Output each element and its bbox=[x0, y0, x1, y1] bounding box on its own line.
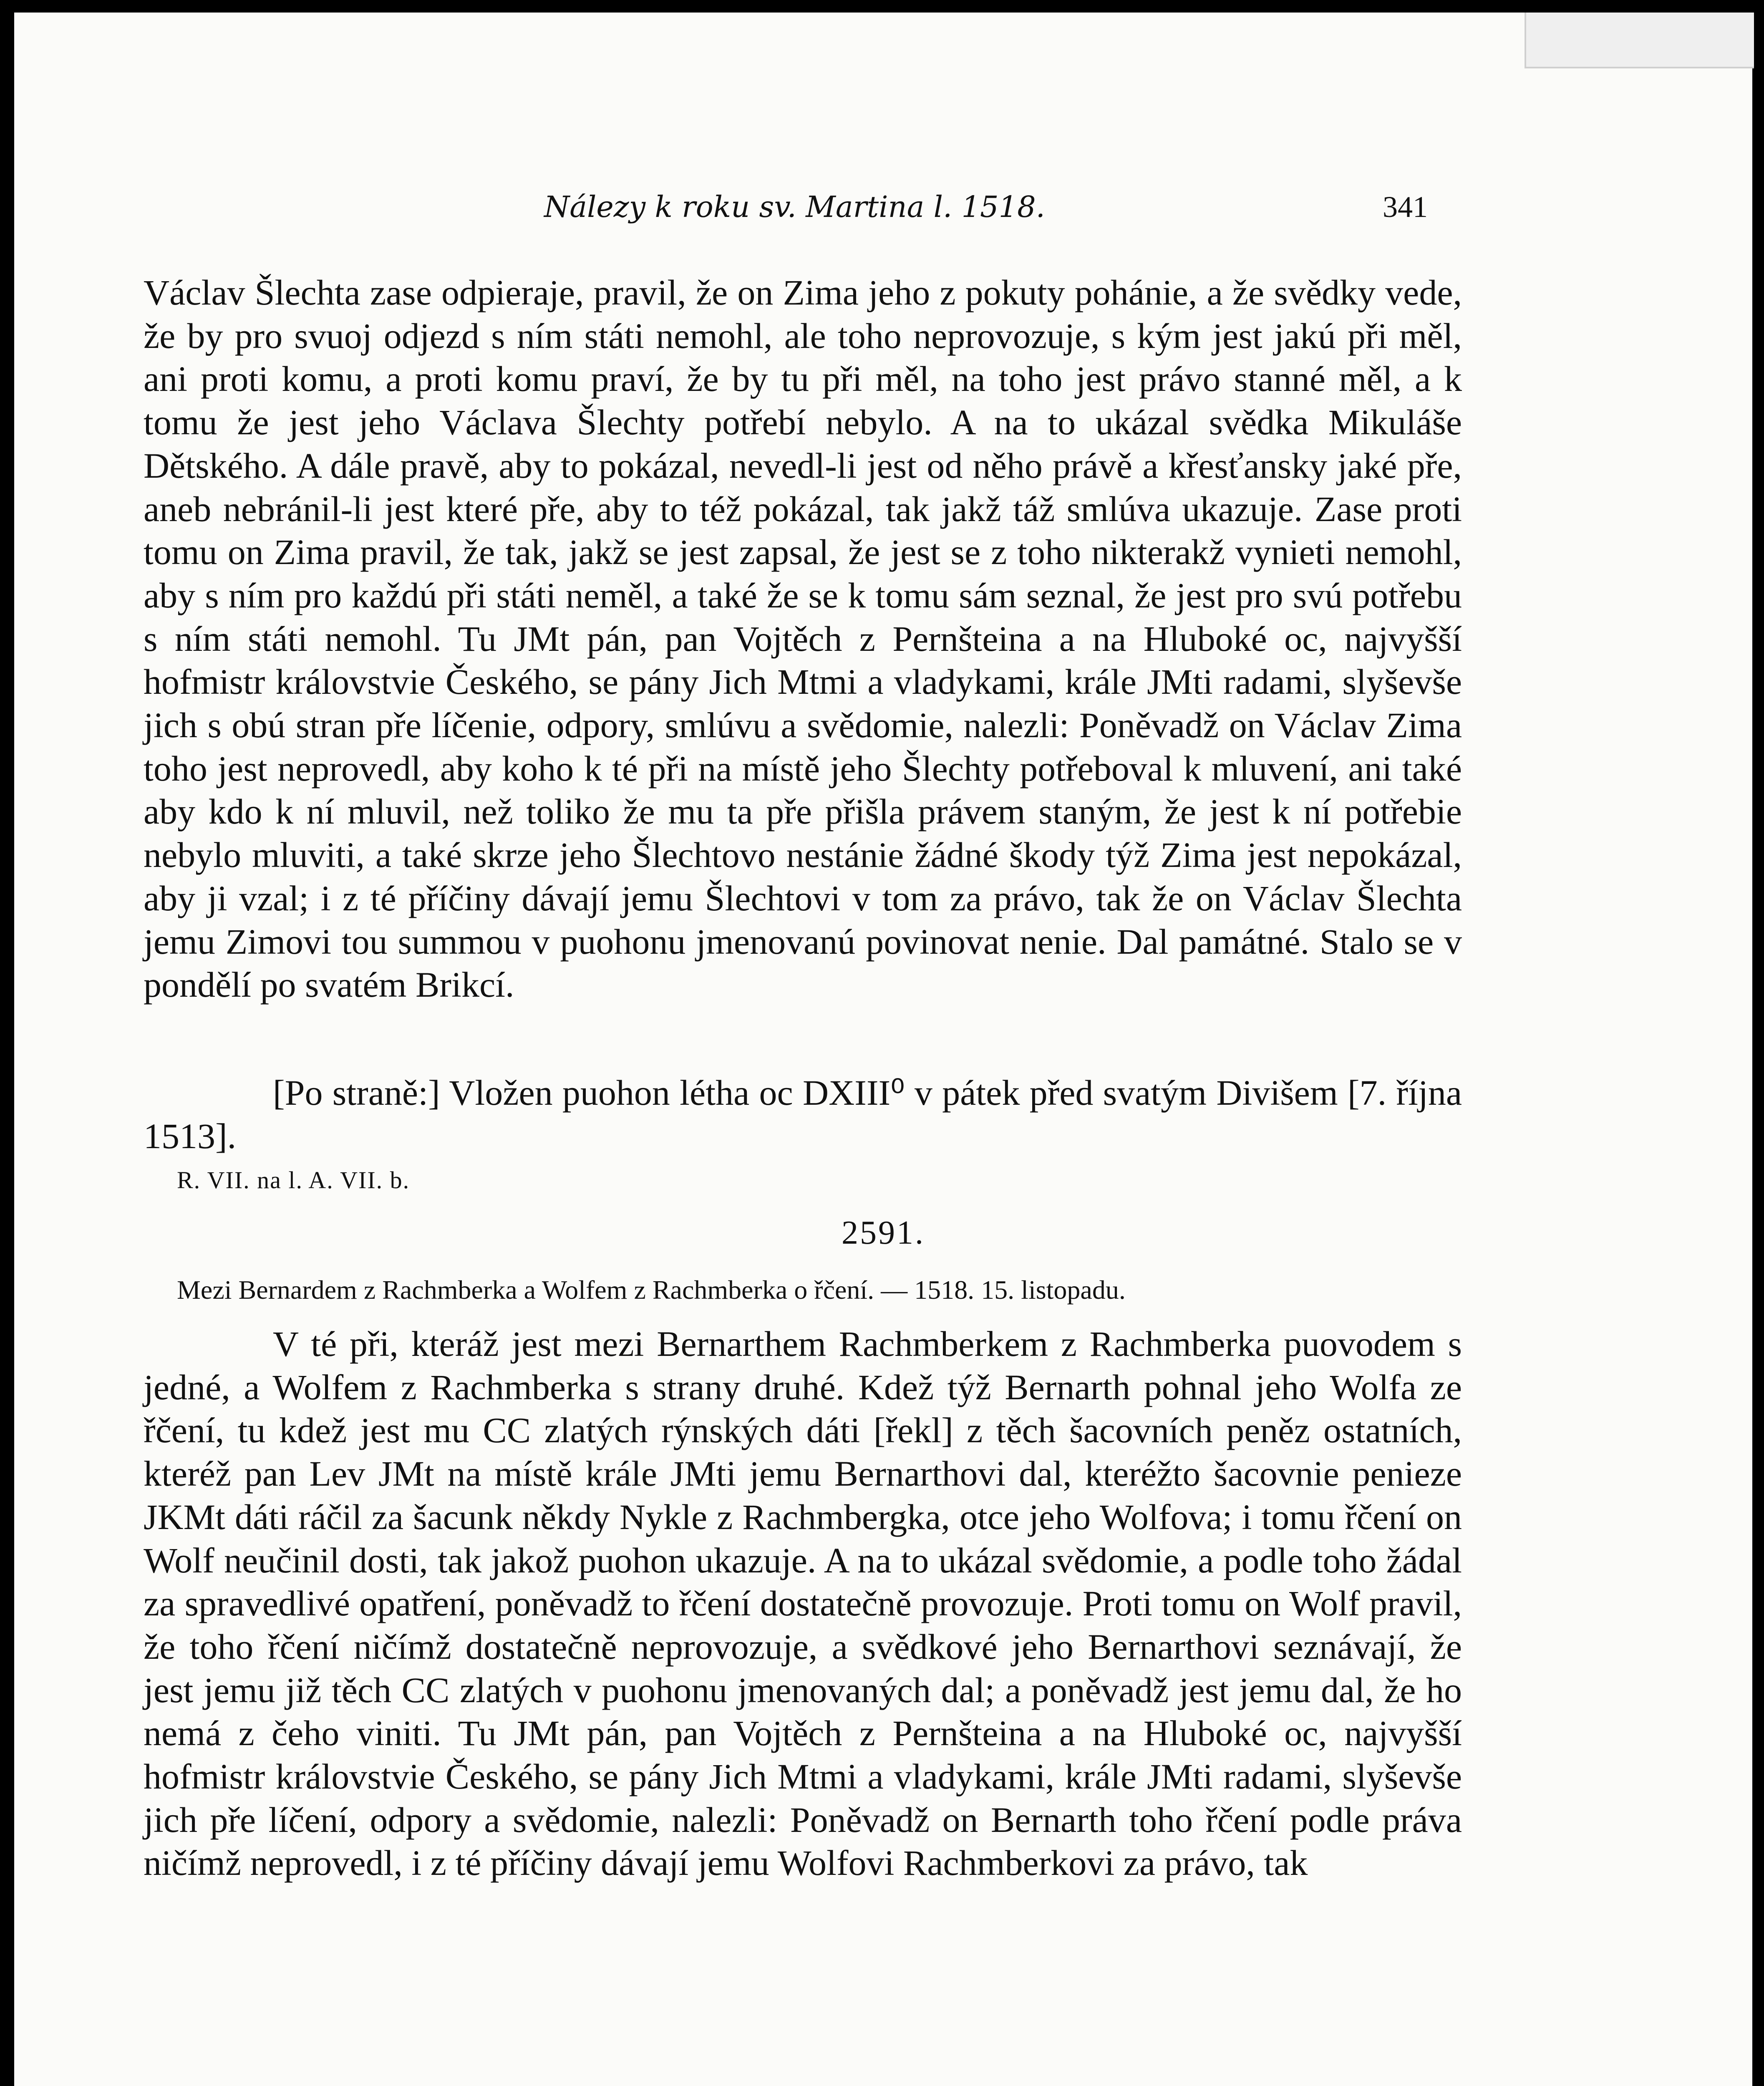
paragraph-rachmberk-case: V té při, kteráž jest mezi Bernarthem Rachmberkem z Rachmberka puovodem s jedné, a Wolfem z Rachmberka s strany druhé. Kdež týž Bernarth pohnal jeho Wolfa ze řčení, tu kdež jest mu CC zlatých rýnských dáti [řekl] z těch šacovních peněz ostatních, kteréž pan Lev JMt na místě krále JMti jemu Bernarthovi dal, kteréžto šacovnie penieze JKMt dáti ráčil za šacunk někdy Nykle z Rachmbergka, otce jeho Wolfova; i tomu řčení on Wolf neučinil dosti, tak jakož puohon ukazuje. A na to ukázal svědomie, a podle toho žádal za spravedlivé opatření, poněvadž to řčení dostatečně provozuje. Proti tomu on Wolf pravil, že toho řčení ničímž dostatečně neprovozuje, a svědkové jeho Bernarthovi seznávají, že jest jemu již těch CC zlatých v puohonu jmenovaných dal; a poněvadž jest jemu dal, že ho nemá z čeho viniti. Tu JMt pán, pan Vojtěch z Pernšteina a na Hluboké oc, najvyšší hofmistr královstvie Českého, se pány Jich Mtmi a vladykami, krále JMti radami, slyševše jich pře líčení, odpory a svědomie, nalezli: Poněvadž on Bernarth toho řčení podle práva ničímž neprovedl, i z té příčiny dávají jemu Wolfovi Rachmberkovi za právo, tak bbox=[144, 1324, 1462, 1883]
entry-title: Mezi Bernardem z Rachmberka a Wolfem z Rachmberka o řčení. — 1518. 15. listopadu. bbox=[177, 1275, 1126, 1305]
paragraph-verdict-slechta: Václav Šlechta zase odpieraje, pravil, že on Zima jeho z pokuty pohánie, a že svědky vede, že by pro svuoj odjezd s ním státi nemohl, ale toho neprovozuje, s kým jest jakú při měl, ani proti komu, a proti komu praví, že by tu při měl, na toho jest právo stanné měl, a k tomu že jest jeho Václava Šlechty potřebí nebylo. A na to ukázal svědka Mikuláše Dětského. A dále pravě, aby to pokázal, nevedl-li jest od něho právě a křesťansky jaké pře, aneb nebránil-li jest které pře, aby to též pokázal, tak jakž táž smlúva ukazuje. Zase proti tomu on Zima pravil, že tak, jakž se jest zapsal, že jest se z toho nikterakž vynieti nemohl, aby s ním pro každú při státi neměl, a také že se k tomu sám seznal, že jest pro svú potřebu s ním státi nemohl. Tu JMt pán, pan Vojtěch z Pernšteina a na Hluboké oc, najvyšší hofmistr královstvie Českého, se pány Jich Mtmi a vladykami, krále JMti radami, slyševše jich s obú stran pře líčenie, odpory, smlúvu a svědomie, nalezli: Poněvadž on Václav Zima toho jest neprovedl, aby koho k té při na místě jeho Šlechty potřeboval k mluvení, ani také aby kdo k ní mluvil, než toliko že mu ta pře přišla právem staným, že jest k ní potřebie nebylo mluviti, a také skrze jeho Šlechtovo nestánie žádné škody týž Zima jest nepokázal, aby ji vzal; i z té příčiny dávají jemu Šlechtovi v tom za právo, tak že on Václav Šlechta jemu Zimovi tou summou v puohonu jmenovanú povinovat nenie. Dal památné. Stalo se v pondělí po svatém Brikcí. bbox=[144, 272, 1462, 1005]
paragraph-margin-note: [Po straně:] Vložen puohon létha oc DXIII⁰ v pátek před svatým Divišem [7. října 1513]. bbox=[144, 1073, 1462, 1156]
document-page bbox=[14, 13, 1752, 2086]
archive-reference: R. VII. na l. A. VII. b. bbox=[177, 1166, 410, 1194]
scan-corner-artifact bbox=[1525, 13, 1754, 68]
running-header: Nálezy k roku sv. Martina l. 1518. bbox=[544, 190, 1045, 224]
page-number: 341 bbox=[1383, 190, 1428, 224]
entry-number: 2591. bbox=[842, 1214, 925, 1251]
